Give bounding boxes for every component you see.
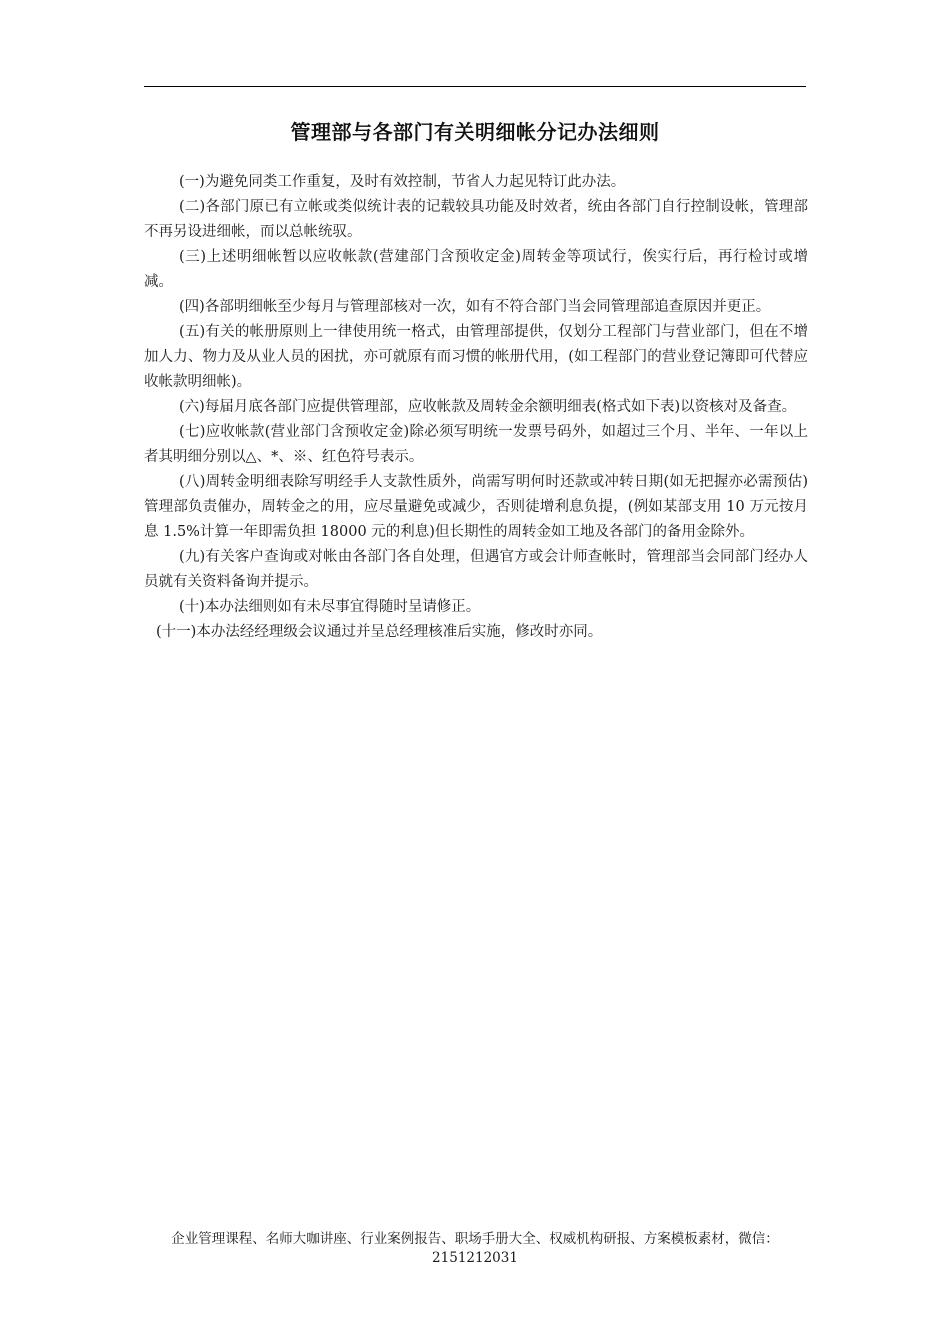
clause-3: (三)上述明细帐暂以应收帐款(营建部门含预收定金)周转金等项试行，俟实行后，再行检讨或增减。 bbox=[144, 249, 808, 290]
footer-wechat-id: 2151212031 bbox=[432, 1250, 518, 1266]
clause-7: (七)应收帐款(营业部门含预收定金)除必须写明统一发票号码外，如超过三个月、半年、一年以上者其明细分别以△、*、※、红色符号表示。 bbox=[144, 424, 808, 465]
page-footer bbox=[0, 1230, 950, 1268]
clause-2: (二)各部门原已有立帐或类似统计表的记载较具功能及时效者，统由各部门自行控制设帐，管理部不再另设进细帐，而以总帐统驭。 bbox=[144, 199, 808, 240]
footer-promo-text: 企业管理课程、名师大咖讲座、行业案例报告、职场手册大全、权威机构研报、方案模板素材，微信： bbox=[171, 1231, 779, 1247]
clause-6: (六)每届月底各部门应提供管理部，应收帐款及周转金余额明细表(格式如下表)以资核对及备查。 bbox=[179, 399, 797, 415]
document-title: 管理部与各部门有关明细帐分记办法细则 bbox=[290, 120, 660, 144]
header-rule bbox=[144, 86, 806, 87]
clause-11: (十一)本办法经经理级会议通过并呈总经理核准后实施，修改时亦同。 bbox=[156, 624, 603, 640]
clause-4: (四)各部明细帐至少每月与管理部核对一次，如有不符合部门当会同管理部追查原因并更正。 bbox=[179, 299, 771, 315]
clause-8: (八)周转金明细表除写明经手人支款性质外，尚需写明何时还款或冲转日期(如无把握亦必需预估)管理部负责催办，周转金之的用，应尽量避免或减少，否则徒增利息负提，(例如某部支用 10 万元按月息 1.5%计算一年即需负担 18000 元的利息)但长期性的周转金如工地及各部门的备用金除外。 bbox=[144, 474, 808, 540]
clause-5: (五)有关的帐册原则上一律使用统一格式，由管理部提供，仅划分工程部门与营业部门，但在不增加人力、物力及从业人员的困扰，亦可就原有而习惯的帐册代用，(如工程部门的营业登记簿即可代替应收帐款明细帐)。 bbox=[144, 324, 808, 390]
clause-10: (十)本办法细则如有未尽事宜得随时呈请修正。 bbox=[179, 599, 481, 615]
clause-9: (九)有关客户查询或对帐由各部门各自处理，但遇官方或会计师查帐时，管理部当会同部门经办人员就有关资料备询并提示。 bbox=[144, 549, 808, 590]
clause-1: (一)为避免同类工作重复，及时有效控制，节省人力起见特订此办法。 bbox=[179, 174, 626, 190]
document-body bbox=[144, 170, 808, 645]
